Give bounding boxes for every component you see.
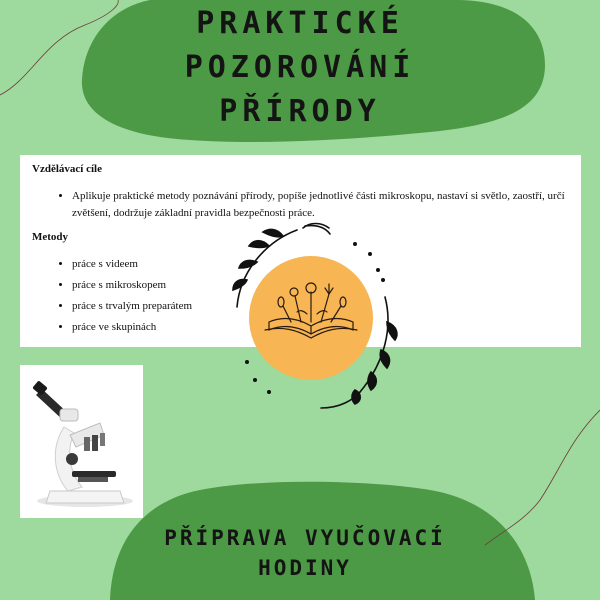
microscope-icon <box>20 365 143 518</box>
method-item: • práce ve skupinách <box>72 319 569 336</box>
method-item: • práce s mikroskopem <box>72 277 569 294</box>
subtitle-line-1: PŘÍPRAVA VYUČOVACÍ <box>164 526 446 550</box>
right-line <box>485 410 600 545</box>
goals-heading: Vzdělávací cíle <box>32 163 102 175</box>
emblem <box>225 222 405 412</box>
goals-list <box>32 188 569 222</box>
main-title <box>130 2 470 134</box>
microscope-card <box>20 365 143 518</box>
subtitle <box>128 523 482 583</box>
methods-heading: Metody <box>32 231 69 243</box>
goal-item: • Aplikuje praktické metody poznávání přírody, popíše jednotlivé části mikroskopu, nastaví si světlo, zaostří, určí zvětšení, dodržuje základní pravidla bezpečnosti práce. <box>72 188 569 222</box>
main-title-line-3: PŘÍRODY <box>219 94 381 129</box>
main-title-line-1: PRAKTICKÉ <box>196 6 404 41</box>
subtitle-line-2: HODINY <box>258 556 352 580</box>
method-item: • práce s videem <box>72 256 569 273</box>
method-item: • práce s trvalým preparátem <box>72 298 569 315</box>
main-title-line-2: POZOROVÁNÍ <box>184 50 416 85</box>
